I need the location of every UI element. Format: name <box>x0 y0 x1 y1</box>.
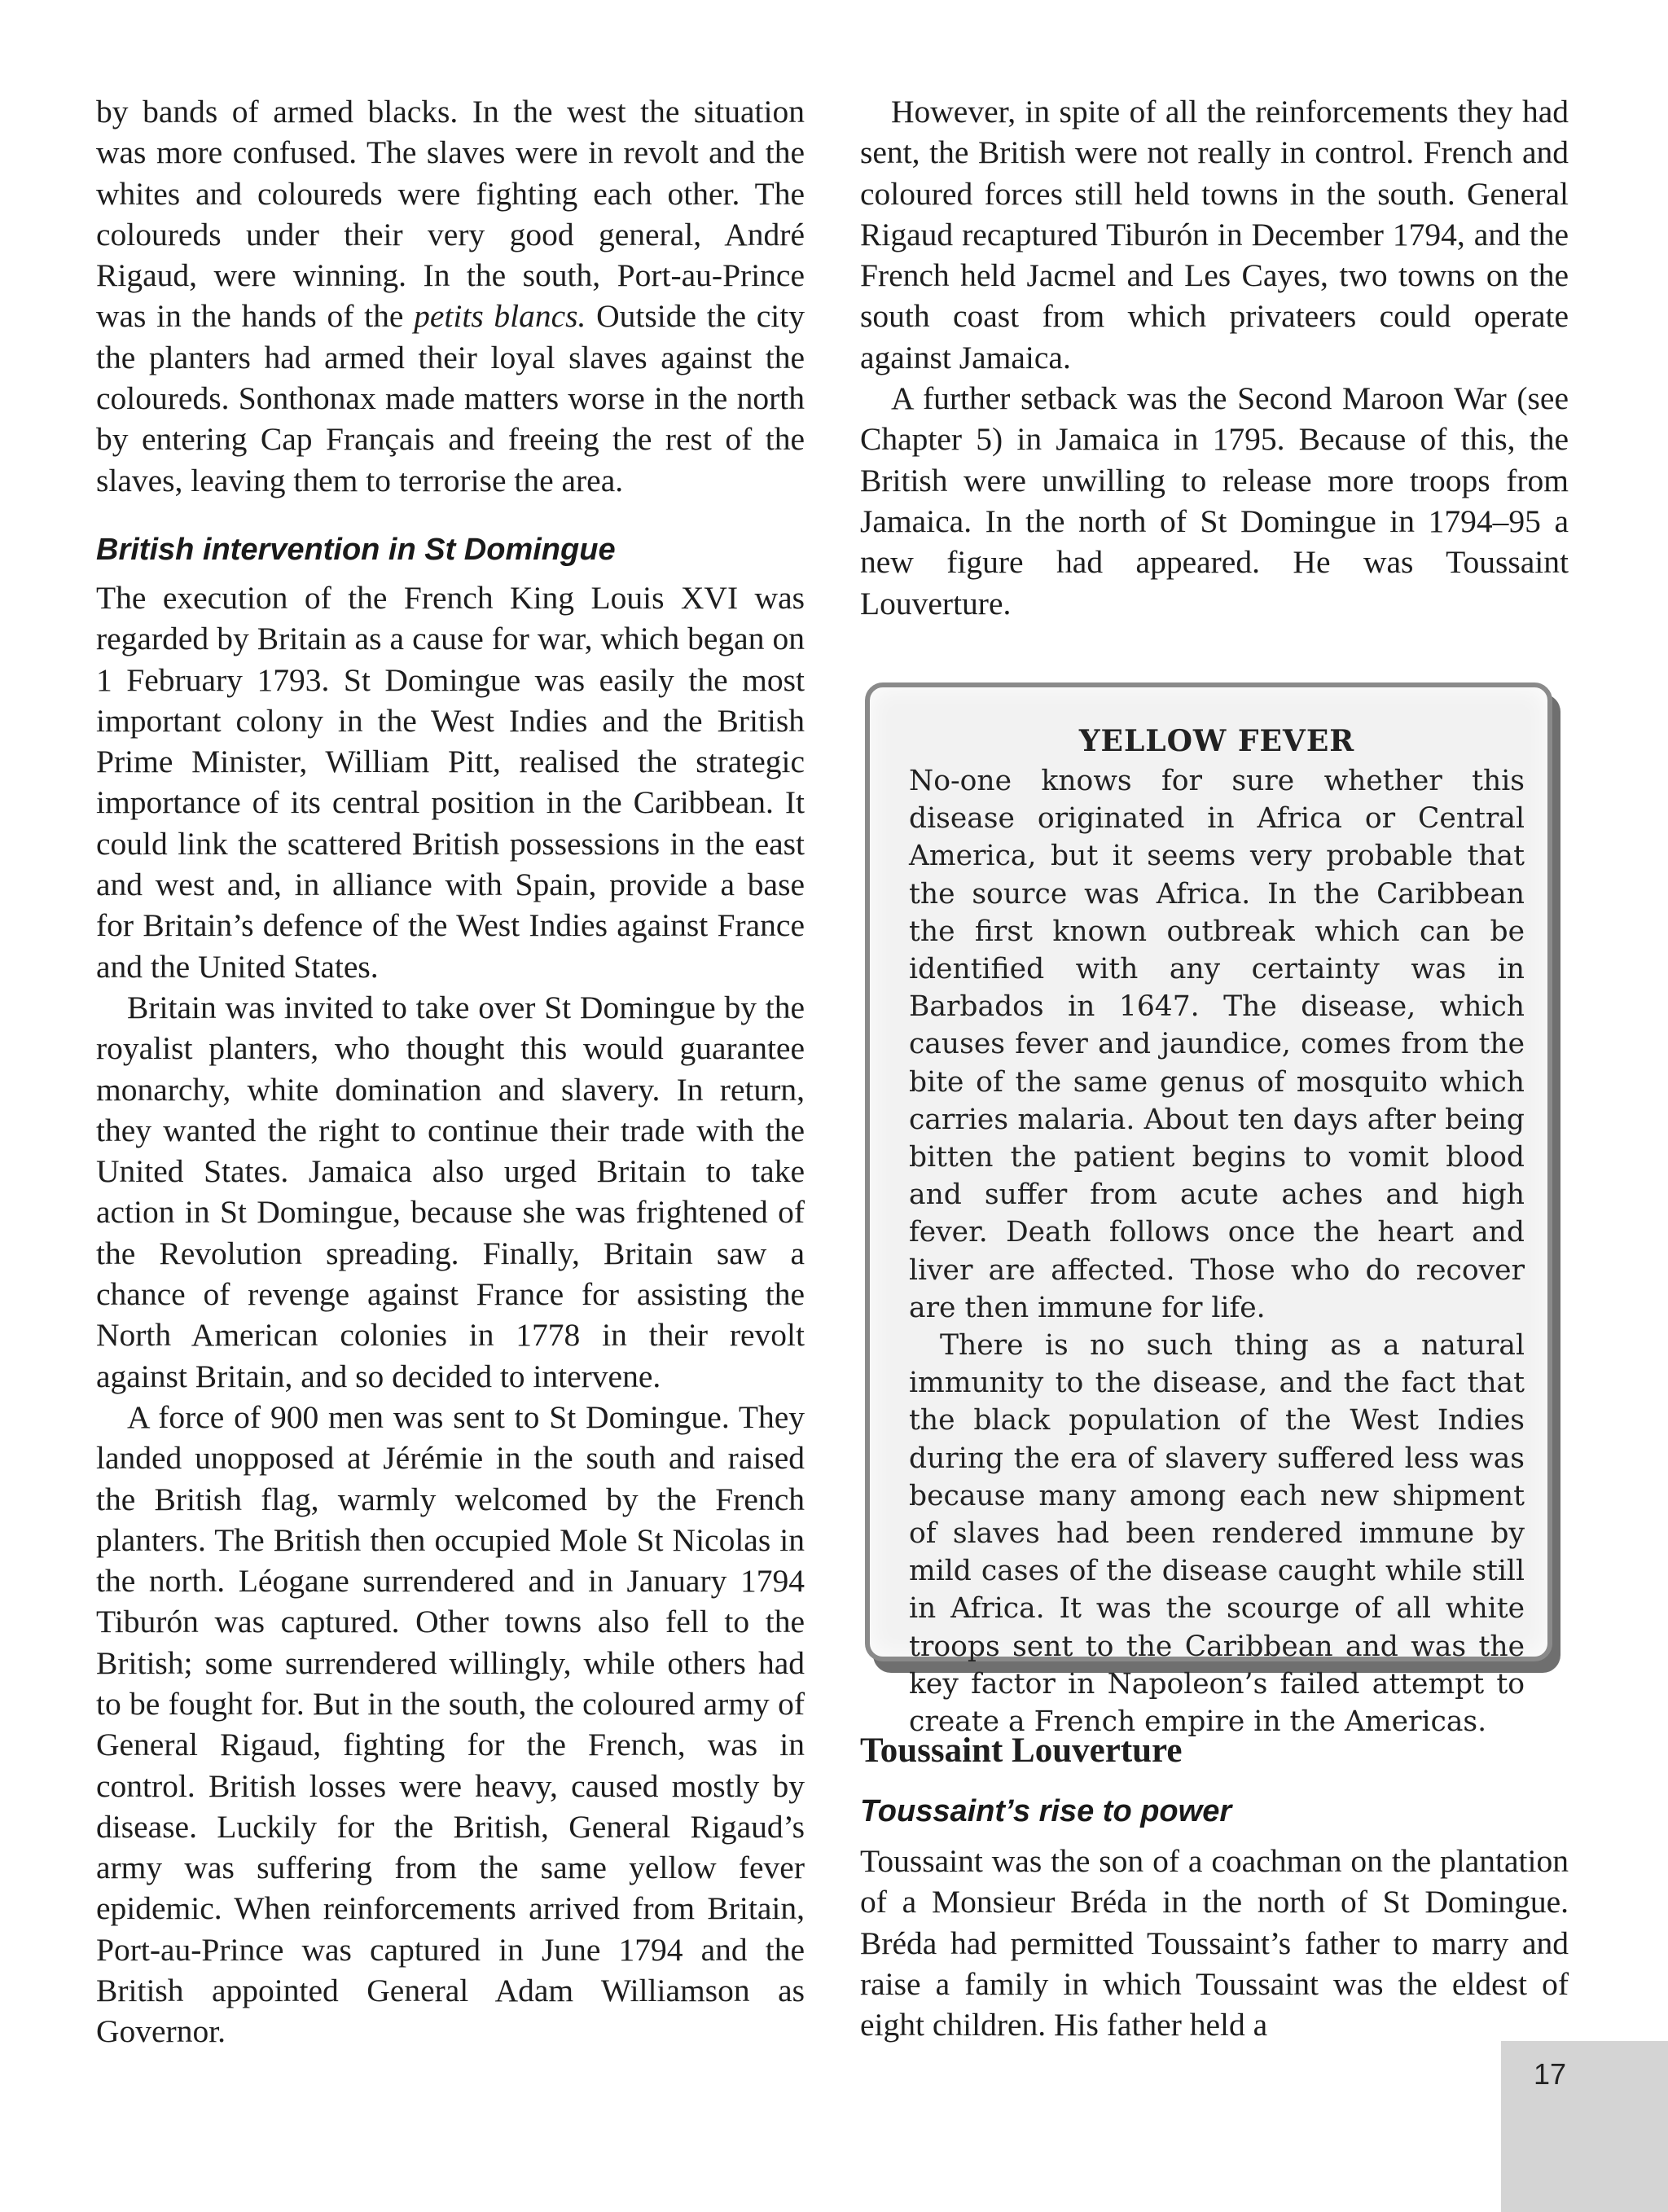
box-title: YELLOW FEVER <box>1078 724 1355 758</box>
right-column <box>860 91 1569 624</box>
box-frame <box>865 682 1552 1739</box>
section-subheading: British intervention in St Domingue <box>96 532 616 567</box>
paragraph: However, in spite of all the reinforcements they had sent, the British were not really in control. French and coloured forces still held towns in the south. General Rigaud recaptured Tiburón in December 1794, and the French held Jacmel and Les Cayes, two towns on the south coast from which privateers could operate against Jamaica. <box>860 94 1569 375</box>
paragraph: by bands of armed blacks. In the west the situation was more confused. The slaves were in revolt and the whites and coloureds were fighting each other. The coloureds under their very good general, André Rigaud, were winning. In the south, Port-au-Prince was in the hands of the petits blancs. Outside the city the planters had armed their loyal slaves against the coloureds. Sonthonax made matters worse in the north by entering Cap Français and freeing the rest of the slaves, leaving them to terrorise the area. <box>96 94 805 498</box>
box-content <box>909 720 1525 1740</box>
left-column <box>96 91 805 2052</box>
paragraph: Toussaint was the son of a coachman on the plantation of a Monsieur Bréda in the north of St Domingue. Bréda had permitted Toussaint’s father to marry and raise a family in which Toussaint was the eldest of eight children. His father held a <box>860 1843 1569 2043</box>
page-number: 17 <box>1533 2057 1567 2091</box>
box-paragraph: There is no such thing as a natural immunity to the disease, and the fact that the black population of the West Indies during the era of slavery suffered less was because many among each new shipment of slaves had been rendered immune by mild cases of the disease caught while still in Africa. It was the scourge of all white troops sent to the Caribbean and was the key factor in Napoleon’s failed attempt to create a French empire in the Americas. <box>909 1329 1525 1739</box>
box-paragraph: No-one knows for sure whether this disease originated in Africa or Central America, but it seems very probable that the source was Africa. In the Caribbean the first known outbreak which can be identified with any certainty was in Barbados in 1647. The disease, which causes fever and jaundice, comes from the bite of the same genus of mosquito which carries malaria. About ten days after being bitten the patient begins to vomit blood and suffer from acute aches and high fever. Death follows once the heart and liver are affected. Those who do recover are then immune for life. <box>909 765 1525 1324</box>
right-column-lower <box>860 1728 1569 2045</box>
section-subheading: Toussaint’s rise to power <box>860 1794 1232 1828</box>
section-title: Toussaint Louverture <box>860 1731 1183 1770</box>
italic-phrase: petits blancs. <box>414 298 586 335</box>
paragraph: Britain was invited to take over St Domingue by the royalist planters, who thought this would guarantee monarchy, white domination and slavery. In return, they wanted the right to continue their trade with the United States. Jamaica also urged Britain to take action in St Domingue, because she was frightened of the Revolution spreading. Finally, Britain saw a chance of revenge against France for assisting the North American colonies in 1778 in their revolt against Britain, and so decided to intervene. <box>96 989 805 1394</box>
paragraph: The execution of the French King Louis XVI was regarded by Britain as a cause for war, which began on 1 February 1793. St Domingue was easily the most important colony in the West Indies and the British Prime Minister, William Pitt, realised the strategic importance of its central position in the Caribbean. It could link the scattered British possessions in the east and west and, in alliance with Spain, provide a base for Britain’s defence of the West Indies against France and the United States. <box>96 579 805 985</box>
paragraph: A force of 900 men was sent to St Domingue. They landed unopposed at Jérémie in the south and raised the British flag, warmly welcomed by the French planters. The British then occupied Mole St Nicolas in the north. Léogane surrendered and in January 1794 Tiburón was captured. Other towns also fell to the British; some surrendered willingly, while others had to be fought for. But in the south, the coloured army of General Rigaud, fighting for the French, was in control. British losses were heavy, caused mostly by disease. Luckily for the British, General Rigaud’s army was suffering from the same yellow fever epidemic. When reinforcements arrived from Britain, Port-au-Prince was captured in June 1794 and the British appointed General Adam Williamson as Governor. <box>96 1398 805 2050</box>
yellow-fever-box <box>865 682 1565 1739</box>
paragraph: A further setback was the Second Maroon War (see Chapter 5) in Jamaica in 1795. Because of this, the British were unwilling to release more troops from Jamaica. In the north of St Domingue in 1794–95 a new figure had appeared. He was Toussaint Louverture. <box>860 380 1569 621</box>
page-number-tab <box>1501 2041 1668 2212</box>
